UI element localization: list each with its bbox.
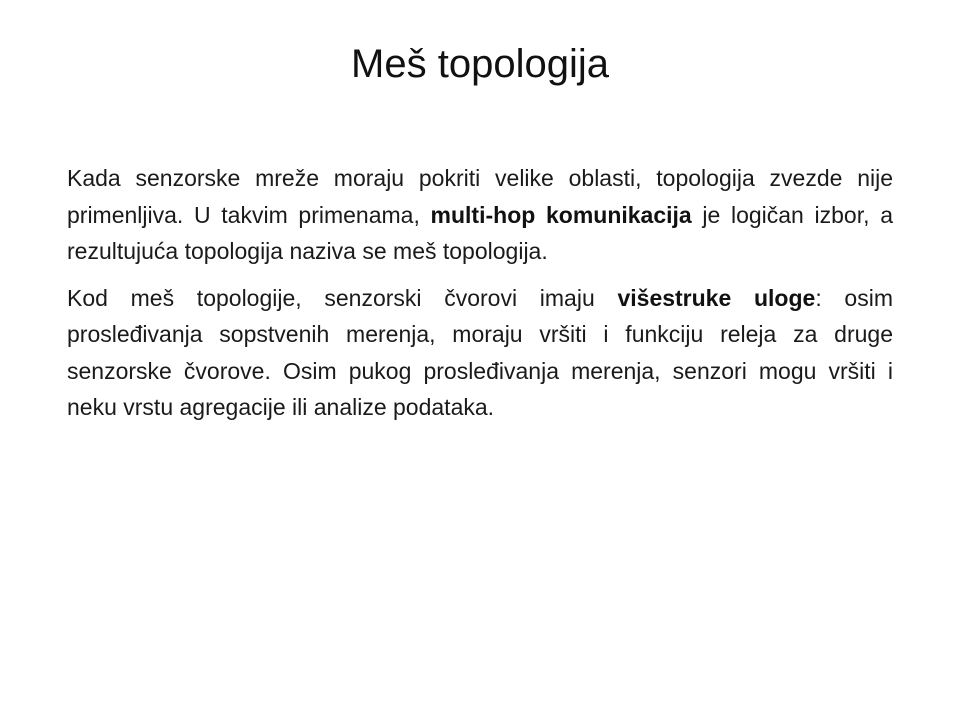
paragraph-2-text-a: Kod meš topologije, senzorski čvorovi imaju [67, 284, 618, 311]
paragraph-2-emphasis: višestruke uloge [617, 284, 816, 311]
paragraph-1-text-a: Kada senzorske mreže moraju pokriti velike oblasti, topologija zvezde nije primenljiva. U takvim primenama, [67, 165, 893, 228]
paragraph-1 [67, 160, 893, 270]
slide-body [67, 160, 893, 436]
slide-title: Meš topologija [351, 42, 609, 86]
paragraph-2-text-b: : osim prosleđivanja sopstvenih merenja, moraju vršiti i funkciju releja za druge senzorske čvorove. Osim pukog prosleđivanja merenja, senzori mogu vršiti i neku vrstu agregacije ili analize podataka. [67, 284, 893, 420]
paragraph-1-emphasis: multi-hop komunikacija [430, 201, 692, 228]
paragraph-2 [67, 280, 893, 426]
paragraph-1-text-b: je logičan izbor, a rezultujuća topologija naziva se meš topologija. [67, 201, 893, 264]
